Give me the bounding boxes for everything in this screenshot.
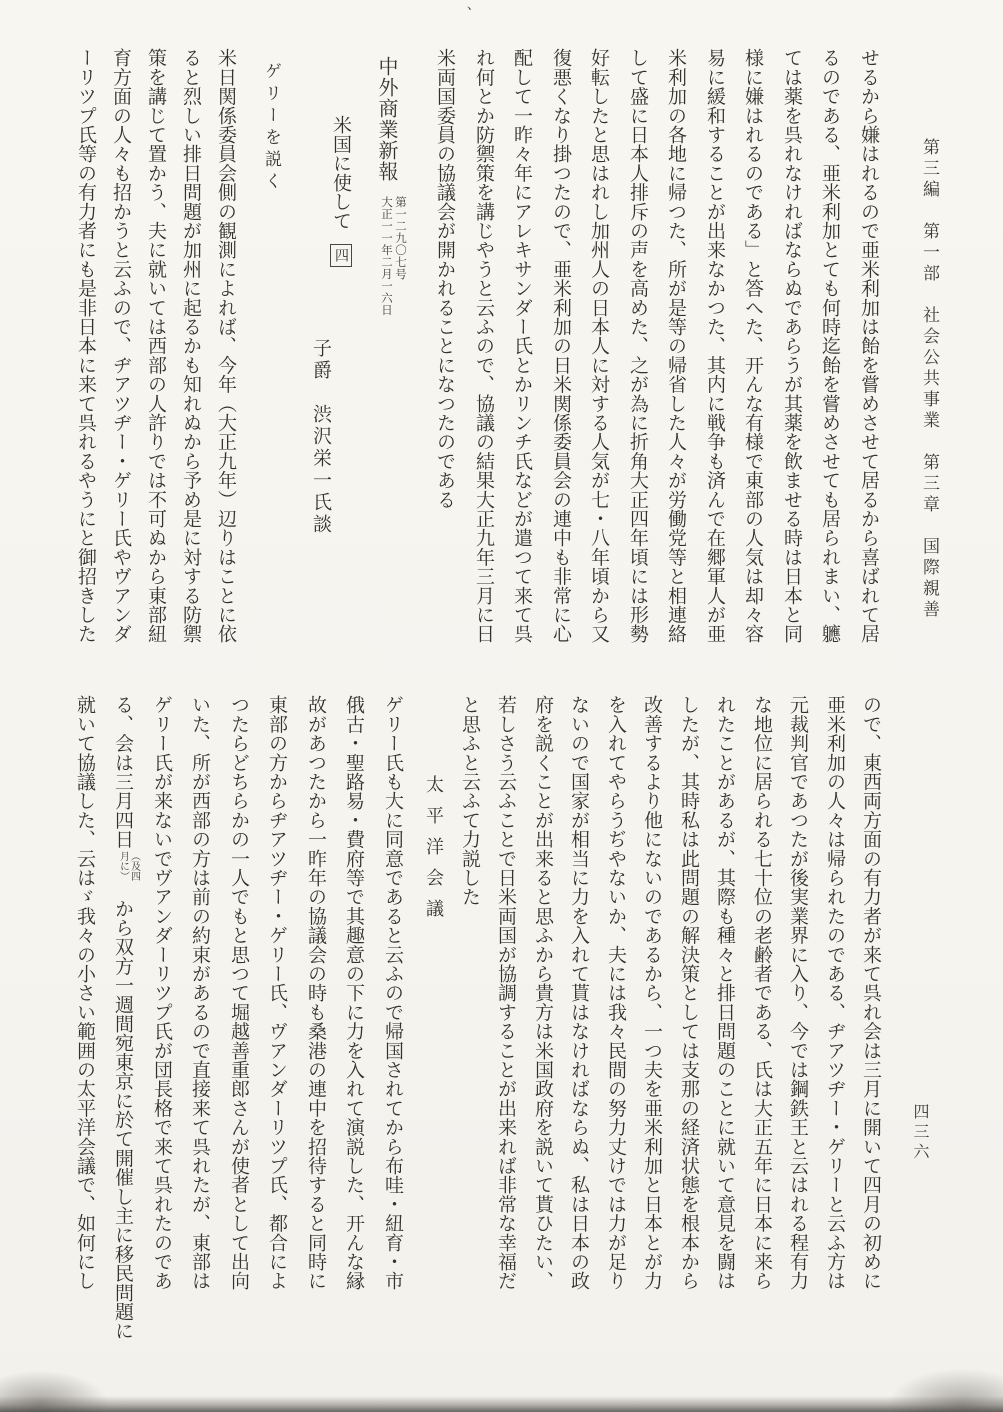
citation-speaker: 子爵 渋沢栄一氏談	[310, 338, 332, 536]
text-column: 元裁判官であつたが後実業界に入り、今では鋼鉄王と云はれる程有力	[787, 695, 809, 1291]
text-column: 就いて協議した、云はゞ我々の小さい範囲の太平洋会議で、如何にし	[74, 695, 96, 1291]
text-column: ては薬を呉れなければならぬであらうが其薬を飲ませる時は日本と同	[781, 48, 803, 644]
text-column: 配して一昨々年にアレキサンダー氏とかリンチ氏などが遣つて来て呉	[511, 48, 533, 644]
text-column: を入れてやらうぢやないか、夫には我々民間の努力丈けでは力が足り	[605, 695, 627, 1291]
text-column: 亜米利加の人々は帰られたのである、ヂアツヂー・ゲリーと云ふ方は	[824, 695, 846, 1291]
text-column: ないので国家が相当に力を入れて貰はなければならぬ、私は日本の政	[568, 695, 590, 1291]
text-column: 米日関係委員会側の観測によれば、今年（大正九年）辺りはことに依	[215, 48, 237, 644]
text-column: つたらどちらかの一人でもと思つて堀越善重郎さんが使者として出向	[228, 695, 250, 1291]
citation-issue-number: 第一二九〇七号	[394, 196, 408, 280]
text-column: 復悪くなり掛つたので、亜米利加の日米関係委員会の連中も非常に心	[550, 48, 572, 644]
citation-source-title: 中外商業新報	[375, 56, 399, 182]
inline-annotation	[117, 851, 140, 897]
text-column: 故があつたから一昨年の協議会の時も桑港の連中を招待すると同時に	[305, 695, 327, 1291]
note-post-text: から双方一週間宛東京に於て開催し主に移民問題に	[112, 898, 134, 1341]
text-column: せるから嫌はれるので亜米利加は飴を嘗めさせて居るから喜ばれて居	[858, 48, 880, 644]
text-column: したが、其時私は此問題の解決策としては支那の経済状態を根本から	[678, 695, 700, 1291]
text-column: 易に緩和することが出来なかつた、其内に戦争も済んで在郷軍人が亜	[704, 48, 726, 644]
citation-issue-date	[380, 196, 408, 316]
text-column: 米両国委員の協議会が開かれることになつたのである	[434, 48, 456, 509]
text-column: ると烈しい排日問題が加州に起るかも知れぬから予め是に対する防禦	[180, 48, 202, 644]
text-column: 若しさう云ふことで日米両国が協調することが出来れば非常な幸福だ	[495, 695, 517, 1291]
citation-series-title	[329, 115, 353, 267]
annotation-line: （及四	[128, 850, 140, 881]
text-column: れ何とか防禦策を講じやうと云ふので、協議の結果大正九年三月に日	[473, 48, 495, 644]
text-column: と思ふと云ふて力説した	[459, 695, 481, 907]
text-column: ゲリー氏も大に同意であると云ふので帰国されてから布哇・紐育・市	[382, 695, 404, 1291]
series-part-badge: 四	[330, 244, 352, 266]
text-column-with-note	[111, 695, 140, 1340]
note-pre-text: る、会は三月四日	[112, 695, 134, 849]
text-column: 好転したと思はれし加州人の日本人に対する人気が七・八年頃から又	[588, 48, 610, 644]
series-title-text: 米国に使して	[330, 115, 352, 231]
text-column: して盛に日本人排斥の声を高めた、之が為に折角大正四年頃には形勢	[627, 48, 649, 644]
citation-date: 大正一一年二月一六日	[380, 196, 394, 316]
text-column: ので、東西両方面の有力者が来て呉れ会は三月に開いて四月の初めに	[860, 695, 882, 1291]
text-column: るのである、亜米利加とても何時迄飴を嘗めさせても居られまい、軈	[819, 48, 841, 644]
text-column: 米利加の各地に帰つた、所が是等の帰省した人々が労働党等と相連絡	[665, 48, 687, 644]
running-header: 第三編 第一部 社会公共事業 第三章 国際親善	[919, 138, 939, 621]
text-column: 改善するより他にないのであるから、一つ夫を亜米利加と日本とが力	[641, 695, 663, 1291]
text-column: ーリツプ氏等の有力者にも是非日本に来て呉れるやうにと御招きした	[75, 48, 97, 644]
text-column: れたことがあるが、其際も種々と排日問題のことに就いて意見を闘は	[714, 695, 736, 1291]
text-column: な地位に居られる七十位の老齢者である、氏は大正五年に日本に来ら	[751, 695, 773, 1291]
page-number: 四三六	[911, 1103, 930, 1163]
text-column: 東部の方からヂアツヂー・ゲリー氏、ヴアンダーリツプ氏、都合によ	[266, 695, 288, 1291]
annotation-line: 月に）	[117, 850, 129, 881]
text-column: ゲリー氏が来ないでヴアンダーリツプ氏が団長格で来て呉れたのであ	[151, 695, 173, 1291]
section-heading-pacific: 太平洋会議	[423, 775, 444, 930]
section-heading-gary: ゲリーを説く	[261, 62, 281, 194]
text-column: 策を講じて置かう、夫に就いては西部の人許りでは不可ぬから東部紐	[145, 48, 167, 644]
text-column: 俄古・聖路易・費府等で其趣意の下に力を入れて演説した、开んな縁	[343, 695, 365, 1291]
text-column: 育方面の人々も招かうと云ふので、ヂアツヂー・ゲリー氏やヴアンダ	[110, 48, 132, 644]
text-column: 様に嫌はれるのである」と答へた、开んな有様で東部の人気は却々容	[742, 48, 764, 644]
text-column: いた、所が西部の方は前の約束があるので直接来て呉れたが、東部は	[189, 695, 211, 1291]
scan-shadow-bottom-edge	[0, 1396, 1003, 1412]
text-column: 府を説くことが出来ると思ふから貴方は米国政府を説いて貰ひたい、	[532, 695, 554, 1291]
scan-artifact-mark: 、	[456, 6, 472, 21]
